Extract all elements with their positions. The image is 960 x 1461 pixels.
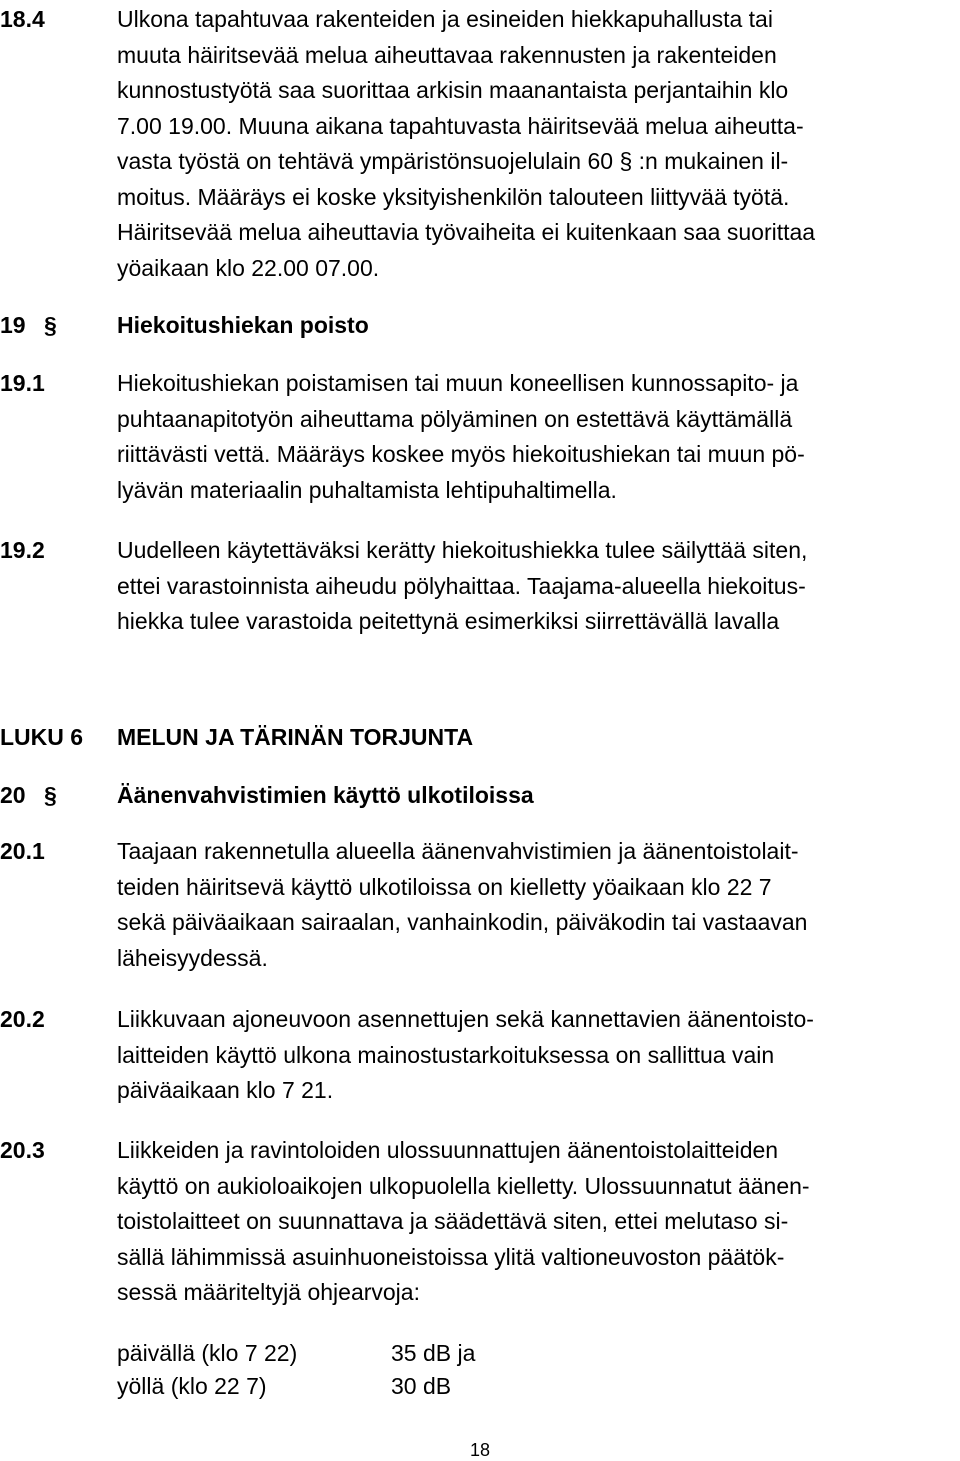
text-line: vasta työstä on tehtävä ympäristönsuojelulain 60 § :n mukainen il-: [117, 148, 789, 174]
paragraph-text: [117, 834, 807, 976]
chapter-heading: [0, 722, 473, 752]
section-number: 19: [0, 312, 26, 338]
text-line: Taajaan rakennetulla alueella äänenvahvistimien ja äänentoistolait-: [117, 838, 799, 864]
paragraph-text: [117, 533, 807, 640]
section-sign: §: [44, 782, 57, 808]
page-number: 18: [470, 1440, 491, 1460]
text-line: Ulkona tapahtuvaa rakenteiden ja esineiden hiekkapuhallusta tai: [117, 6, 773, 32]
text-line: puhtaanapitotyön aiheuttama pölyäminen on estettävä käyttämällä: [117, 405, 793, 432]
level-value: 30 dB: [391, 1373, 452, 1399]
text-line: Häiritsevää melua aiheuttavia työvaiheita ei kuitenkaan saa suorittaa: [117, 219, 816, 245]
paragraph-number: 20.3: [0, 1137, 45, 1163]
text-line: Liikkeiden ja ravintoloiden ulossuunnattujen äänentoistolaitteiden: [117, 1137, 779, 1163]
text-line: Hiekoitushiekan poistamisen tai muun koneellisen kunnossapito- ja: [117, 370, 799, 396]
section-heading-20: [0, 782, 960, 812]
text-line: Uudelleen käytettäväksi kerätty hiekoitushiekka tulee säilyttää siten,: [117, 537, 808, 563]
text-line: päiväaikaan klo 7 21.: [117, 1077, 334, 1103]
text-line: sekä päiväaikaan sairaalan, vanhainkodin, päiväkodin tai vastaavan: [117, 909, 808, 935]
text-line: toistolaitteet on suunnattava ja säädettävä siten, ettei melutaso si-: [117, 1208, 789, 1234]
section-number: 20: [0, 782, 26, 808]
text-line: laitteiden käyttö ulkona mainostustarkoituksessa on sallittua vain: [117, 1041, 775, 1068]
chapter-title: MELUN JA TÄRINÄN TORJUNTA: [117, 724, 474, 750]
section-title: Äänenvahvistimien käyttö ulkotiloissa: [117, 782, 534, 808]
paragraph-text: [117, 1133, 810, 1311]
text-line: käyttö on aukioloaikojen ulkopuolella kielletty. Ulossuunnatut äänen-: [117, 1172, 810, 1199]
text-line: ettei varastoinnista aiheudu pölyhaittaa. Taajama-alueella hiekoitus-: [117, 572, 806, 599]
paragraph-number: 19.1: [0, 370, 45, 396]
text-line: sessä määriteltyjä ohjearvoja:: [117, 1279, 420, 1305]
noise-level-list: [0, 1340, 960, 1410]
text-line: Liikkuvaan ajoneuvoon asennettujen sekä kannettavien äänentoisto-: [117, 1006, 814, 1032]
level-value: 35 dB ja: [391, 1340, 476, 1366]
paragraph-text: [117, 366, 805, 508]
text-line: muuta häiritsevää melua aiheuttavaa rakennusten ja rakenteiden: [117, 41, 777, 68]
level-period: päivällä (klo 7 22): [117, 1340, 298, 1366]
section-sign: §: [44, 312, 57, 338]
text-line: teiden häiritsevä käyttö ulkotiloissa on kielletty yöaikaan klo 22 7: [117, 873, 772, 900]
text-line: moitus. Määräys ei koske yksityishenkilön talouteen liittyvää työtä.: [117, 183, 790, 210]
text-line: kunnostustyötä saa suorittaa arkisin maanantaista perjantaihin klo: [117, 77, 789, 103]
text-line: hiekka tulee varastoida peitettynä esimerkiksi siirrettävällä lavalla: [117, 608, 780, 634]
section-title: Hiekoitushiekan poisto: [117, 312, 369, 338]
text-line: sällä lähimmissä asuinhuoneistoissa ylitä valtioneuvoston päätök-: [117, 1243, 785, 1270]
text-line: lyävän materiaalin puhaltamista lehtipuhaltimella.: [117, 476, 617, 503]
text-line: läheisyydessä.: [117, 944, 268, 971]
section-heading-19: [0, 312, 960, 342]
level-period: yöllä (klo 22 7): [117, 1373, 267, 1399]
text-line: yöaikaan klo 22.00 07.00.: [117, 254, 380, 281]
chapter-number: LUKU 6: [0, 724, 84, 750]
text-line: 7.00 19.00. Muuna aikana tapahtuvasta häiritsevää melua aiheutta-: [117, 112, 804, 139]
paragraph-number: 20.2: [0, 1006, 45, 1032]
paragraph-text: [117, 2, 815, 286]
paragraph-number: 19.2: [0, 537, 45, 563]
paragraph-number: 20.1: [0, 838, 45, 864]
paragraph-text: [117, 1002, 814, 1109]
text-line: riittävästi vettä. Määräys koskee myös hiekoitushiekan tai muun pö-: [117, 441, 805, 467]
paragraph-number: 18.4: [0, 6, 45, 32]
